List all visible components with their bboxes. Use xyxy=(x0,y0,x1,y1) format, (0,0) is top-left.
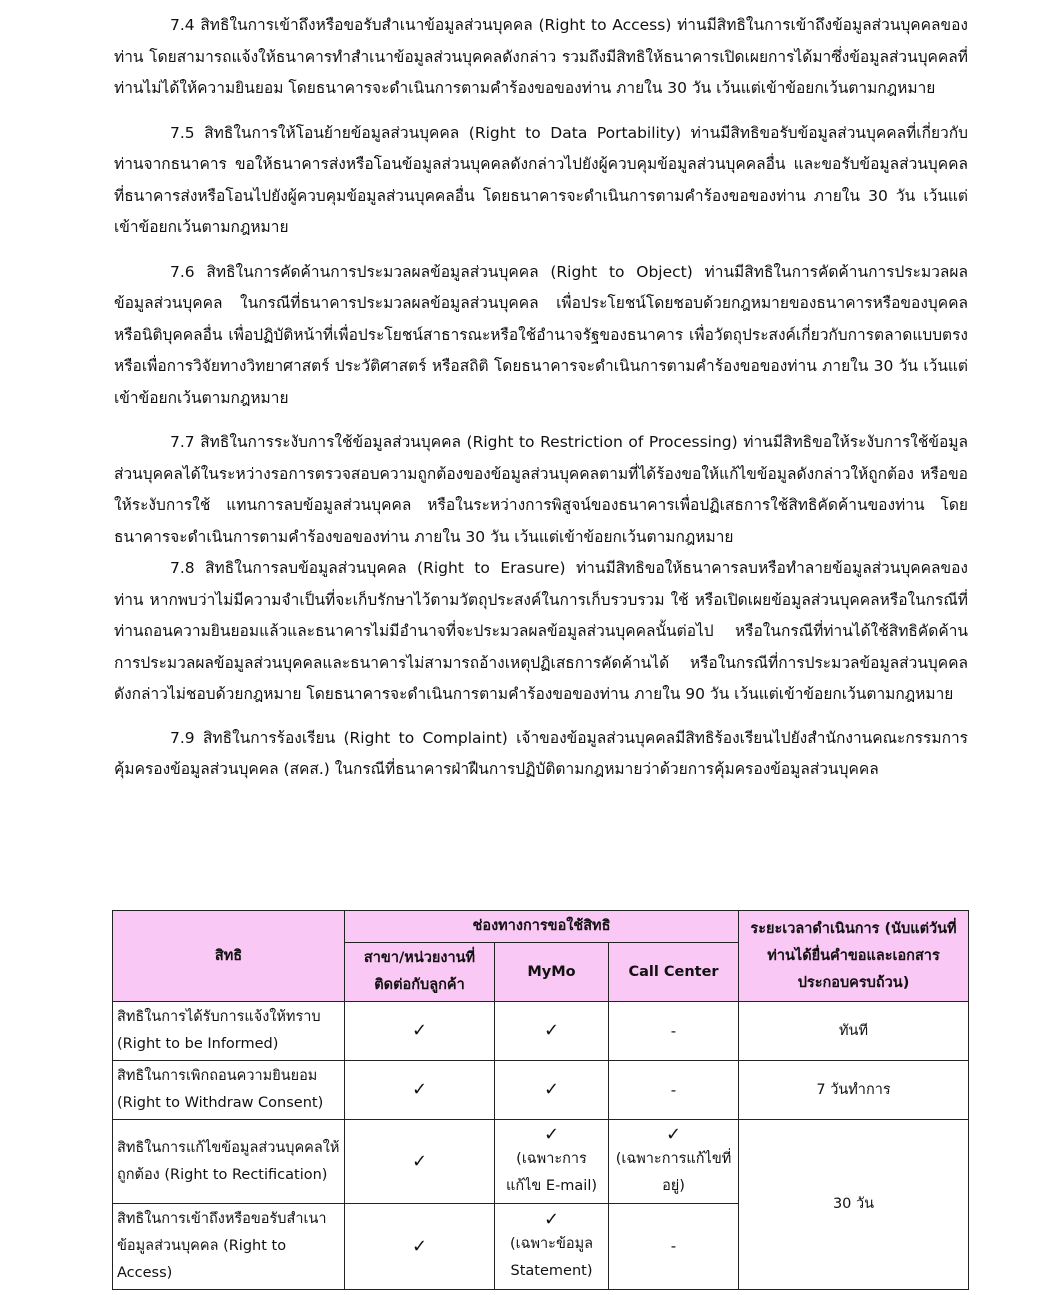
callcenter-note: (เฉพาะการแก้ไขที่อยู่) xyxy=(615,1150,732,1194)
paragraph-7-5-text: 7.5 สิทธิในการให้โอนย้ายข้อมูลส่วนบุคคล (Right to Data Portability) ท่านมีสิทธิขอรับข้อมูลส่วนบุคคลที่เกี่ยวกับท่านจากธนาคาร ขอให้ธนาคารส่งหรือโอนข้อมูลส่วนบุคคลดังกล่าวไปยังผู้ควบคุมข้อมูลส่วนบุคคลอื่น และขอรับข้อมูลส่วนบุคคลที่ธนาคารส่งหรือโอนไปยังผู้ควบคุมข้อมูลส่วนบุคคลอื่น โดยธนาคารจะดำเนินการตามคำร้องขอของท่าน ภายใน 30 วัน เว้นแต่เข้าข้อยกเว้นตามกฎหมาย xyxy=(114,123,968,236)
right-cell: สิทธิในการแก้ไขข้อมูลส่วนบุคคลให้ถูกต้อง (Right to Rectification) xyxy=(113,1120,345,1204)
mymo-cell xyxy=(495,1204,609,1290)
header-channels: ช่องทางการขอใช้สิทธิ xyxy=(345,911,739,943)
paragraph-7-9-text: 7.9 สิทธิในการร้องเรียน (Right to Complaint) เจ้าของข้อมูลส่วนบุคคลมีสิทธิร้องเรียนไปยังสำนักงานคณะกรรมการคุ้มครองข้อมูลส่วนบุคคล (สคส.) ในกรณีที่ธนาคารฝ่าฝืนการปฏิบัติตามกฎหมายว่าด้วยการคุ้มครองข้อมูลส่วนบุคคล xyxy=(114,728,968,778)
mymo-cell xyxy=(495,1120,609,1204)
callcenter-dash: - xyxy=(609,1061,739,1120)
branch-check-icon: ✓ xyxy=(345,1120,495,1204)
right-cell: สิทธิในการเข้าถึงหรือขอรับสำเนาข้อมูลส่วนบุคคล (Right to Access) xyxy=(113,1204,345,1290)
callcenter-cell xyxy=(609,1120,739,1204)
paragraph-7-4-text: 7.4 สิทธิในการเข้าถึงหรือขอรับสำเนาข้อมูลส่วนบุคคล (Right to Access) ท่านมีสิทธิในการเข้าถึงข้อมูลส่วนบุคคลของท่าน โดยสามารถแจ้งให้ธนาคารทำสำเนาข้อมูลส่วนบุคคลดังกล่าว รวมถึงมีสิทธิให้ธนาคารเปิดเผยการได้มาซึ่งข้อมูลส่วนบุคคลที่ท่านไม่ได้ให้ความยินยอม โดยธนาคารจะดำเนินการตามคำร้องขอของท่าน ภายใน 30 วัน เว้นแต่เข้าข้อยกเว้นตามกฎหมาย xyxy=(114,16,968,97)
mymo-note: (เฉพาะการแก้ไข E-mail) xyxy=(505,1150,598,1194)
table-row xyxy=(113,1120,969,1204)
mymo-check-icon: ✓ xyxy=(495,1002,609,1061)
right-cell: สิทธิในการได้รับการแจ้งให้ทราบ (Right to be Informed) xyxy=(113,1002,345,1061)
mymo-check-icon: ✓ xyxy=(543,1208,560,1230)
header-branch: สาขา/หน่วยงานที่ติดต่อกับลูกค้า xyxy=(345,943,495,1002)
callcenter-dash: - xyxy=(609,1002,739,1061)
paragraph-7-4 xyxy=(114,10,968,105)
callcenter-dash: - xyxy=(609,1204,739,1290)
duration-cell: ทันที xyxy=(739,1002,969,1061)
header-callcenter: Call Center xyxy=(609,943,739,1002)
mymo-check-icon: ✓ xyxy=(495,1061,609,1120)
paragraph-7-8 xyxy=(114,553,968,711)
paragraph-7-6 xyxy=(114,257,968,415)
table-row xyxy=(113,1061,969,1120)
paragraph-7-9 xyxy=(114,723,968,786)
table-row xyxy=(113,1002,969,1061)
paragraph-7-7-text: 7.7 สิทธิในการระงับการใช้ข้อมูลส่วนบุคคล (Right to Restriction of Processing) ท่านมีสิทธิขอให้ระงับการใช้ข้อมูลส่วนบุคคลได้ในระหว่างรอการตรวจสอบความถูกต้องของข้อมูลส่วนบุคคลตามที่ได้ร้องขอให้แก้ไขข้อมูลดังกล่าวให้ถูกต้อง หรือขอให้ระงับการใช้ แทนการลบข้อมูลส่วนบุคคล หรือในระหว่างการพิสูจน์ของธนาคารเพื่อปฏิเสธการใช้สิทธิคัดค้านของท่าน โดยธนาคารจะดำเนินการตามคำร้องขอของท่าน ภายใน 30 วัน เว้นแต่เข้าข้อยกเว้นตามกฎหมาย xyxy=(114,433,968,546)
header-duration: ระยะเวลาดำเนินการ (นับแต่วันที่ท่านได้ยื่นคำขอและเอกสารประกอบครบถ้วน) xyxy=(739,911,969,1002)
paragraph-7-7 xyxy=(114,427,968,553)
branch-check-icon: ✓ xyxy=(345,1061,495,1120)
paragraph-7-6-text: 7.6 สิทธิในการคัดค้านการประมวลผลข้อมูลส่วนบุคคล (Right to Object) ท่านมีสิทธิในการคัดค้านการประมวลผลข้อมูลส่วนบุคคล ในกรณีที่ธนาคารประมวลผลข้อมูลส่วนบุคคล เพื่อประโยชน์โดยชอบด้วยกฎหมายของธนาคารหรือของบุคคลหรือนิติบุคคลอื่น เพื่อปฏิบัติหน้าที่เพื่อประโยชน์สาธารณะหรือใช้อำนาจรัฐของธนาคาร เพื่อวัตถุประสงค์เกี่ยวกับการตลาดแบบตรง หรือเพื่อการวิจัยทางวิทยาศาสตร์ ประวัติศาสตร์ หรือสถิติ โดยธนาคารจะดำเนินการตามคำร้องขอของท่าน ภายใน 30 วัน เว้นแต่เข้าข้อยกเว้นตามกฎหมาย xyxy=(114,262,968,407)
branch-check-icon: ✓ xyxy=(345,1002,495,1061)
mymo-note: (เฉพาะข้อมูล Statement) xyxy=(509,1235,594,1279)
duration-cell-merged: 30 วัน xyxy=(739,1120,969,1290)
header-right: สิทธิ xyxy=(113,911,345,1002)
callcenter-check-icon: ✓ xyxy=(665,1123,682,1145)
duration-cell: 7 วันทำการ xyxy=(739,1061,969,1120)
paragraph-7-5 xyxy=(114,118,968,244)
table-header-row xyxy=(113,911,969,943)
mymo-check-icon: ✓ xyxy=(543,1123,560,1145)
paragraph-7-8-text: 7.8 สิทธิในการลบข้อมูลส่วนบุคคล (Right to Erasure) ท่านมีสิทธิขอให้ธนาคารลบหรือทำลายข้อมูลส่วนบุคคลของท่าน หากพบว่าไม่มีความจำเป็นที่จะเก็บรักษาไว้ตามวัตถุประสงค์ในการเก็บรวบรวม ใช้ หรือเปิดเผยข้อมูลส่วนบุคคลหรือในกรณีที่ท่านถอนความยินยอมแล้วและธนาคารไม่มีอำนาจที่จะประมวลผลข้อมูลส่วนบุคคลนั้นต่อไป หรือในกรณีที่ท่านได้ใช้สิทธิคัดค้านการประมวลผลข้อมูลส่วนบุคคลและธนาคารไม่สามารถอ้างเหตุปฏิเสธการคัดค้านได้ หรือในกรณีที่การประมวลข้อมูลส่วนบุคคลดังกล่าวไม่ชอบด้วยกฎหมาย โดยธนาคารจะดำเนินการตามคำร้องขอของท่าน ภายใน 90 วัน เว้นแต่เข้าข้อยกเว้นตามกฎหมาย xyxy=(114,559,968,703)
rights-table xyxy=(112,910,969,1290)
branch-check-icon: ✓ xyxy=(345,1204,495,1290)
header-mymo: MyMo xyxy=(495,943,609,1002)
right-cell: สิทธิในการเพิกถอนความยินยอม (Right to Withdraw Consent) xyxy=(113,1061,345,1120)
